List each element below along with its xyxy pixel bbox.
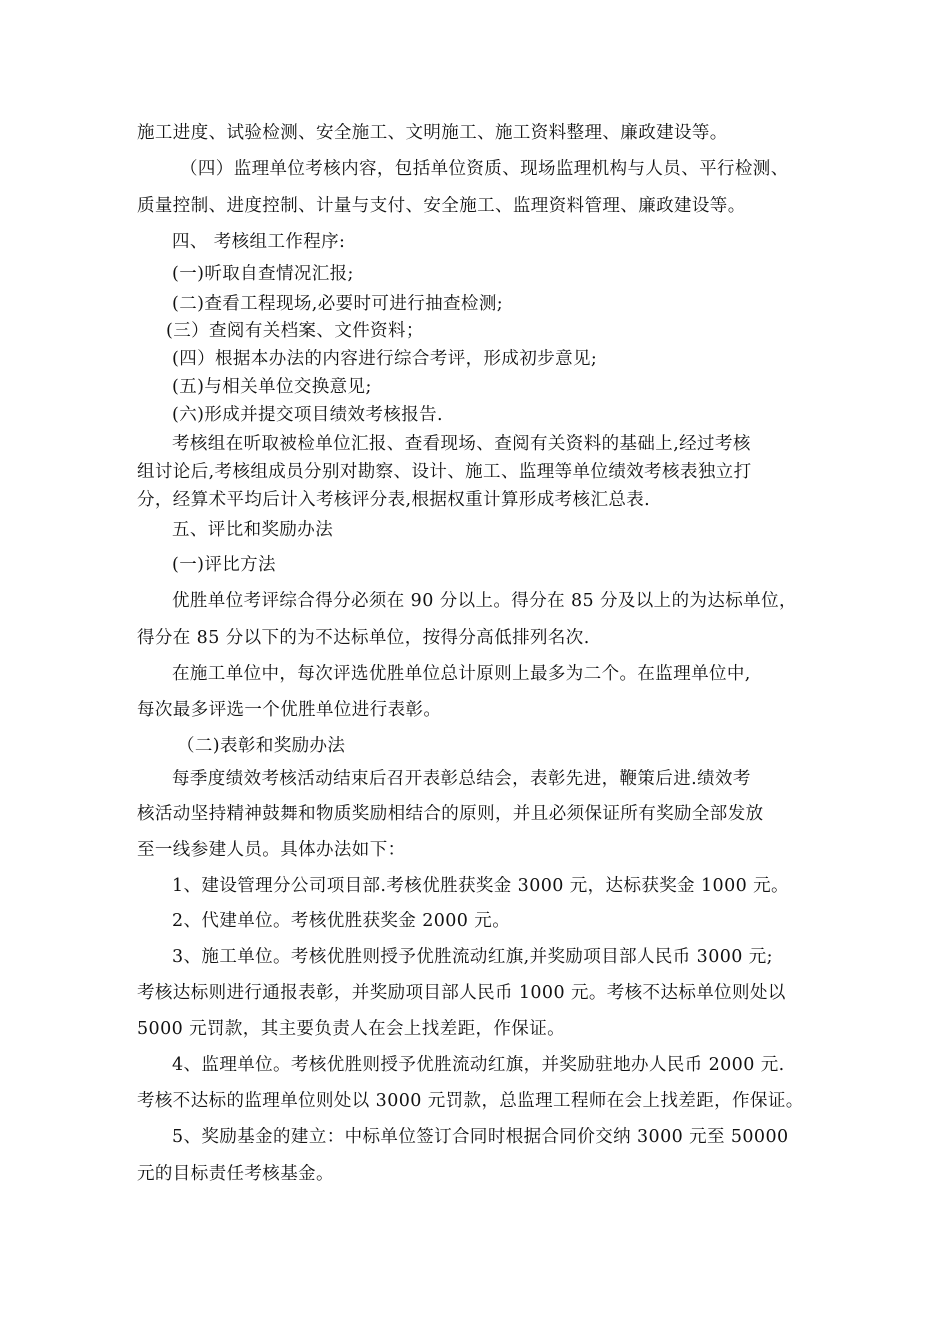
section-heading: 四、 考核组工作程序: [172,232,346,252]
text-line: 每季度绩效考核活动结束后召开表彰总结会，表彰先进，鞭策后进.绩效考 [172,769,751,789]
text-line: 优胜单位考评综合得分必须在 90 分以上。得分在 85 分及以上的为达标单位， [172,591,797,611]
subsection-heading: (一)评比方法 [172,555,276,575]
text-line: 每次最多评选一个优胜单位进行表彰。 [137,700,442,720]
text-line: (二)查看工程现场,必要时可进行抽查检测; [172,294,504,314]
text-line: (六)形成并提交项目绩效考核报告. [172,405,444,425]
text-line: 考核不达标的监理单位则处以 3000 元罚款，总监理工程师在会上找差距，作保证。 [137,1091,804,1111]
text-line: 施工进度、试验检测、安全施工、文明施工、施工资料整理、廉政建设等。 [137,123,728,143]
list-item: 4、监理单位。考核优胜则授予优胜流动红旗，并奖励驻地办人民币 2000 元. [172,1055,785,1075]
text-line: 质量控制、进度控制、计量与支付、安全施工、监理资料管理、廉政建设等。 [137,196,746,216]
text-line: 组讨论后,考核组成员分别对勘察、设计、施工、监理等单位绩效考核表独立打 [137,462,752,482]
text-line: 5000 元罚款，其主要负责人在会上找差距，作保证。 [137,1019,565,1039]
text-line: 得分在 85 分以下的为不达标单位，按得分高低排列名次. [137,628,590,648]
text-line: (五)与相关单位交换意见; [172,377,372,397]
text-line: 分，经算术平均后计入考核评分表,根据权重计算形成考核汇总表. [137,490,651,510]
list-item: 1、建设管理分公司项目部.考核优胜获奖金 3000 元，达标获奖金 1000 元。 [172,876,789,896]
list-item: 5、奖励基金的建立：中标单位签订合同时根据合同价交纳 3000 元至 50000 [172,1127,789,1147]
text-line: 至一线参建人员。具体办法如下： [137,840,406,860]
text-line: 考核达标则进行通报表彰，并奖励项目部人民币 1000 元。考核不达标单位则处以 [137,983,786,1003]
text-line: 元的目标责任考核基金。 [137,1164,334,1184]
subsection-heading: （二)表彰和奖励办法 [177,736,346,756]
text-line: (一)听取自查情况汇报; [172,264,354,284]
text-line: 考核组在听取被检单位汇报、查看现场、查阅有关资料的基础上,经过考核 [172,434,751,454]
text-line: （四）监理单位考核内容，包括单位资质、现场监理机构与人员、平行检测、 [180,159,789,179]
text-line: 在施工单位中，每次评选优胜单位总计原则上最多为二个。在监理单位中, [172,664,751,684]
list-item: 3、施工单位。考核优胜则授予优胜流动红旗,并奖励项目部人民币 3000 元; [172,947,773,967]
list-item: 2、代建单位。考核优胜获奖金 2000 元。 [172,911,511,931]
text-line: (四）根据本办法的内容进行综合考评，形成初步意见; [172,349,598,369]
text-line: 核活动坚持精神鼓舞和物质奖励相结合的原则，并且必须保证所有奖励全部发放 [137,804,764,824]
text-line: (三）查阅有关档案、文件资料； [166,321,424,341]
section-heading: 五、评比和奖励办法 [172,520,334,540]
